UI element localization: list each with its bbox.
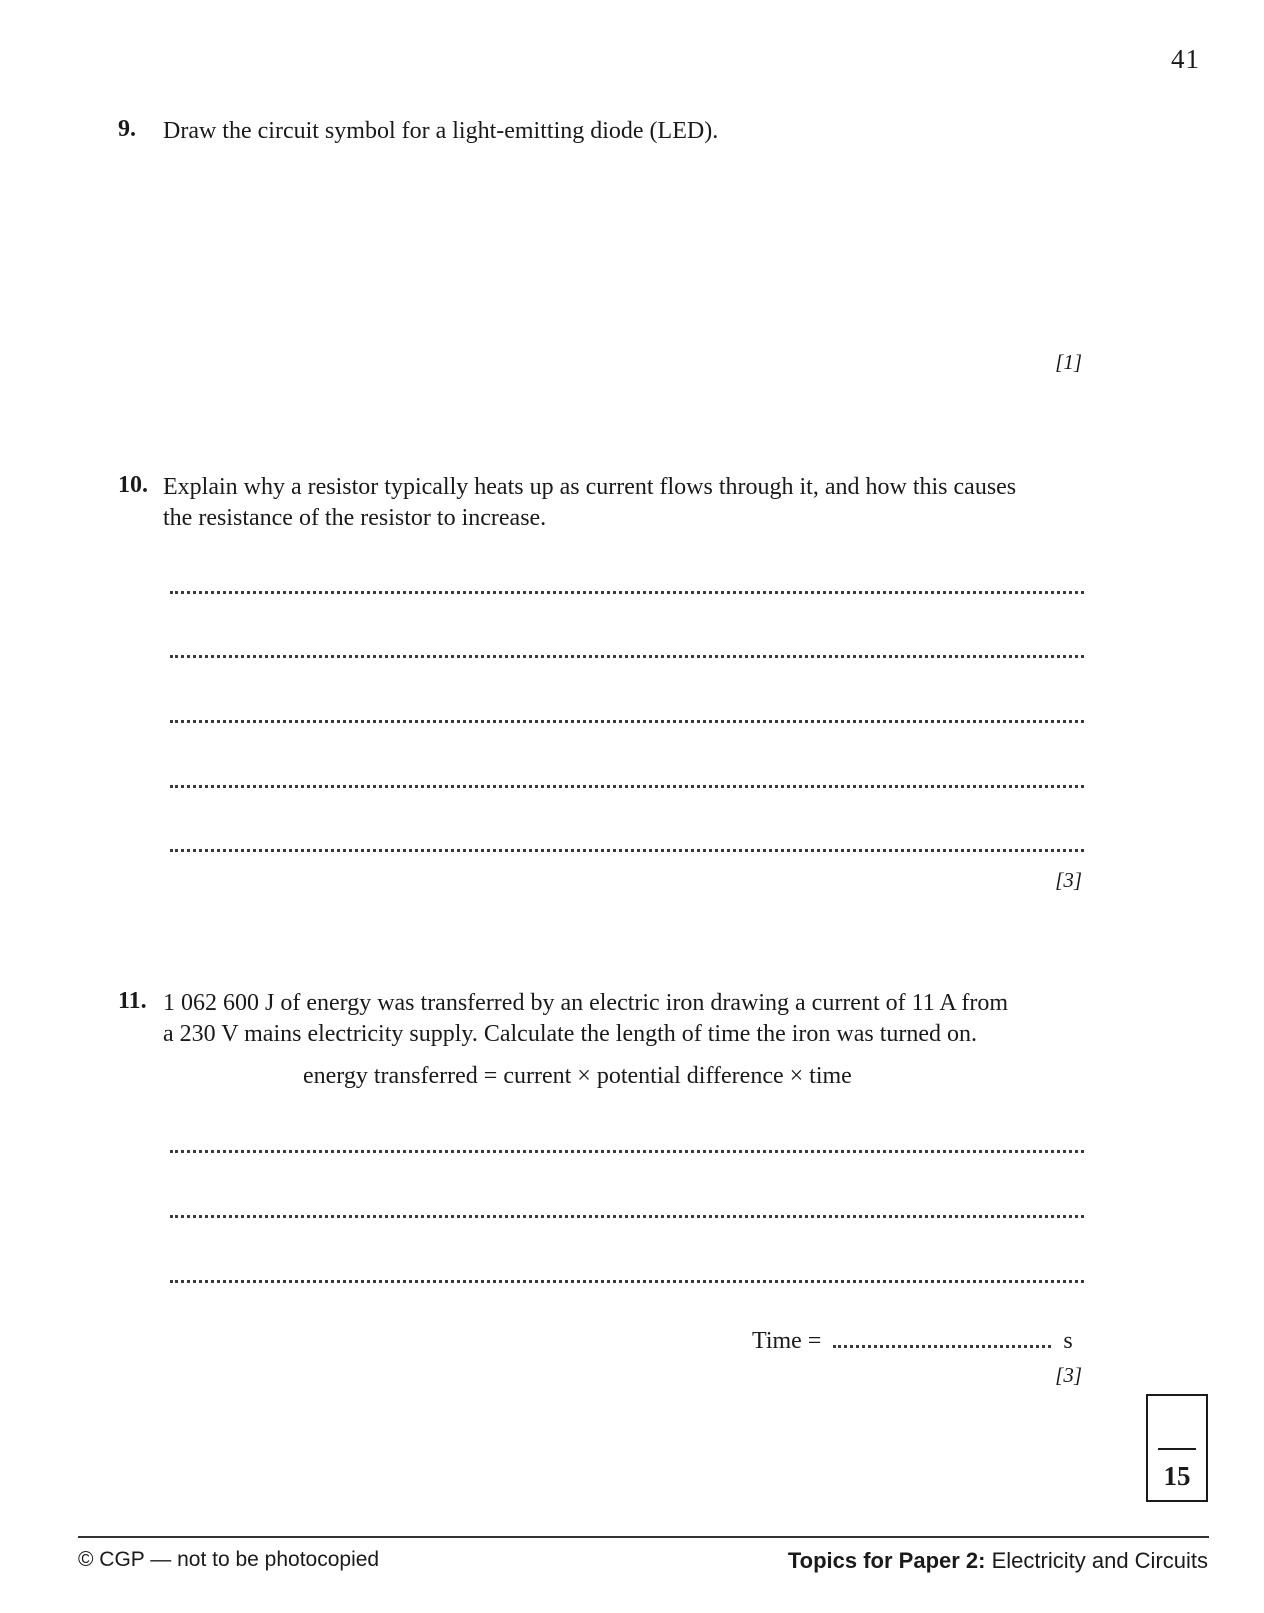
time-answer-unit: s bbox=[1063, 1328, 1073, 1354]
question-11-text-line1: 1 062 600 J of energy was transferred by an electric iron drawing a current of 11 A from bbox=[163, 990, 1009, 1016]
question-10-text-line1: Explain why a resistor typically heats up as current flows through it, and how this causes bbox=[163, 474, 1017, 500]
question-11-marks: [3] bbox=[1055, 1363, 1082, 1387]
question-11-number: 11. bbox=[118, 988, 147, 1014]
question-11-text-line2: a 230 V mains electricity supply. Calculate the length of time the iron was turned on. bbox=[163, 1021, 978, 1047]
answer-line[interactable] bbox=[170, 1280, 1084, 1283]
footer-copyright: © CGP — not to be photocopied bbox=[78, 1548, 380, 1571]
score-box bbox=[1146, 1394, 1208, 1502]
question-10-text-line2: the resistance of the resistor to increase. bbox=[163, 505, 547, 531]
footer-topic bbox=[788, 1548, 1208, 1574]
page-number: 41 bbox=[1171, 44, 1200, 74]
question-10-number: 10. bbox=[118, 472, 148, 498]
footer-topic-name: Electricity and Circuits bbox=[991, 1548, 1208, 1573]
footer-topic-label: Topics for Paper 2: bbox=[787, 1548, 986, 1573]
time-answer-label: Time = bbox=[752, 1328, 822, 1354]
question-9-marks: [1] bbox=[1055, 350, 1082, 374]
answer-line[interactable] bbox=[170, 720, 1084, 723]
question-11-formula: energy transferred = current × potential difference × time bbox=[303, 1063, 852, 1089]
score-box-divider bbox=[1158, 1448, 1196, 1450]
question-10-marks: [3] bbox=[1055, 868, 1082, 892]
answer-line[interactable] bbox=[170, 1150, 1084, 1153]
footer-rule bbox=[78, 1536, 1209, 1538]
answer-line[interactable] bbox=[170, 591, 1084, 594]
question-9-number: 9. bbox=[118, 116, 136, 142]
question-9-text: Draw the circuit symbol for a light-emitting diode (LED). bbox=[163, 118, 719, 144]
time-answer-row bbox=[752, 1328, 1073, 1355]
answer-line[interactable] bbox=[170, 785, 1084, 788]
question-9-drawing-area[interactable] bbox=[163, 160, 1083, 340]
score-box-total: 15 bbox=[1163, 1461, 1191, 1491]
answer-line[interactable] bbox=[170, 849, 1084, 852]
answer-line[interactable] bbox=[170, 1215, 1084, 1218]
answer-line[interactable] bbox=[170, 655, 1084, 658]
time-answer-field[interactable] bbox=[833, 1329, 1051, 1348]
